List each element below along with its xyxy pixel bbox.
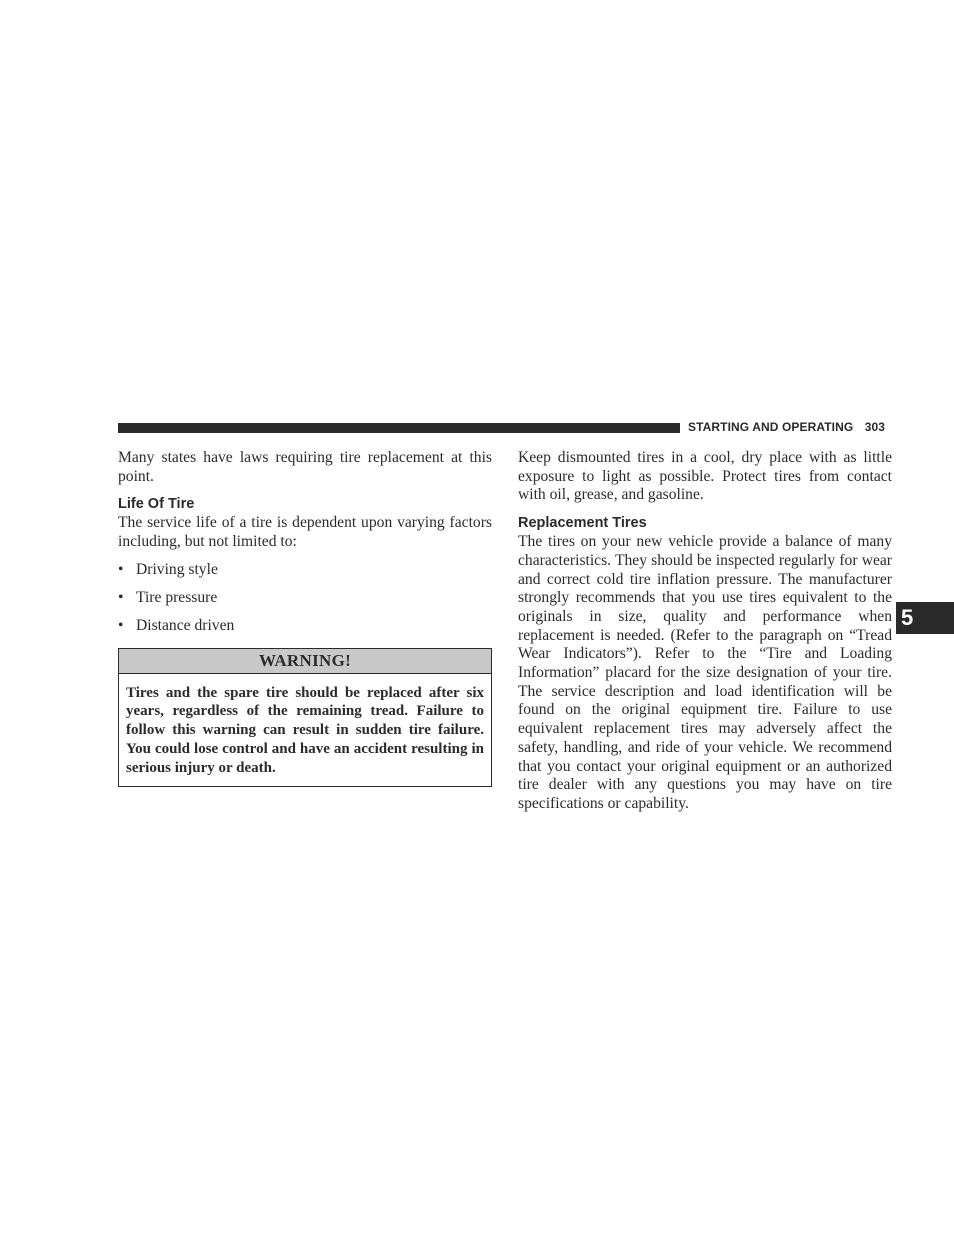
replacement-tires-heading: Replacement Tires (518, 515, 647, 532)
list-item: • Distance driven (118, 616, 235, 634)
warning-box (118, 648, 492, 787)
life-of-tire-heading: Life Of Tire (118, 496, 195, 513)
warning-title: WARNING! (119, 649, 491, 674)
page-number: 303 (864, 420, 886, 434)
storage-paragraph: Keep dismounted tires in a cool, dry place with as little exposure to light as possible. Protect tires from contact with oil, grease, and gasoline. (518, 449, 892, 504)
header-rule (118, 423, 680, 433)
bullet-icon: • (118, 588, 124, 606)
section-title: STARTING AND OPERATING (688, 420, 854, 434)
right-column (518, 449, 892, 814)
chapter-tab: 5 (896, 602, 954, 634)
replacement-tires-paragraph: The tires on your new vehicle provide a balance of many characteristics. They should be inspected regularly for wear and correct cold tire inflation pressure. The manufacturer strongly recommends that you use tires equivalent to the originals in size, quality and performance when replacement is needed. (Refer to the paragraph on “Tread Wear Indicators”). Refer to the “Tire and Loading Information” placard for the size designation of your tire. The service description and load identification will be found on the original equipment tire. Failure to use equivalent replacement tires may adversely affect the safety, handling, and ride of your vehicle. We recommend that you contact your original equipment or an authorized tire dealer with any questions you may have on tire specifications or capability. (518, 533, 892, 812)
running-header (688, 420, 891, 434)
intro-paragraph: Many states have laws requiring tire replacement at this point. (118, 449, 492, 485)
life-of-tire-paragraph: The service life of a tire is dependent upon varying factors including, but not limited to: (118, 514, 492, 551)
bullet-icon: • (118, 560, 124, 578)
factor-list (118, 561, 492, 636)
left-column (118, 449, 492, 787)
warning-text: Tires and the spare tire should be replaced after six years, regardless of the remaining tread. Failure to follow this warning can result in sudden tire failure. You could lose control and have an accident resulting in serious injury or death. (126, 684, 484, 776)
bullet-icon: • (118, 616, 124, 634)
list-item: • Driving style (118, 560, 218, 578)
list-item: • Tire pressure (118, 588, 218, 606)
